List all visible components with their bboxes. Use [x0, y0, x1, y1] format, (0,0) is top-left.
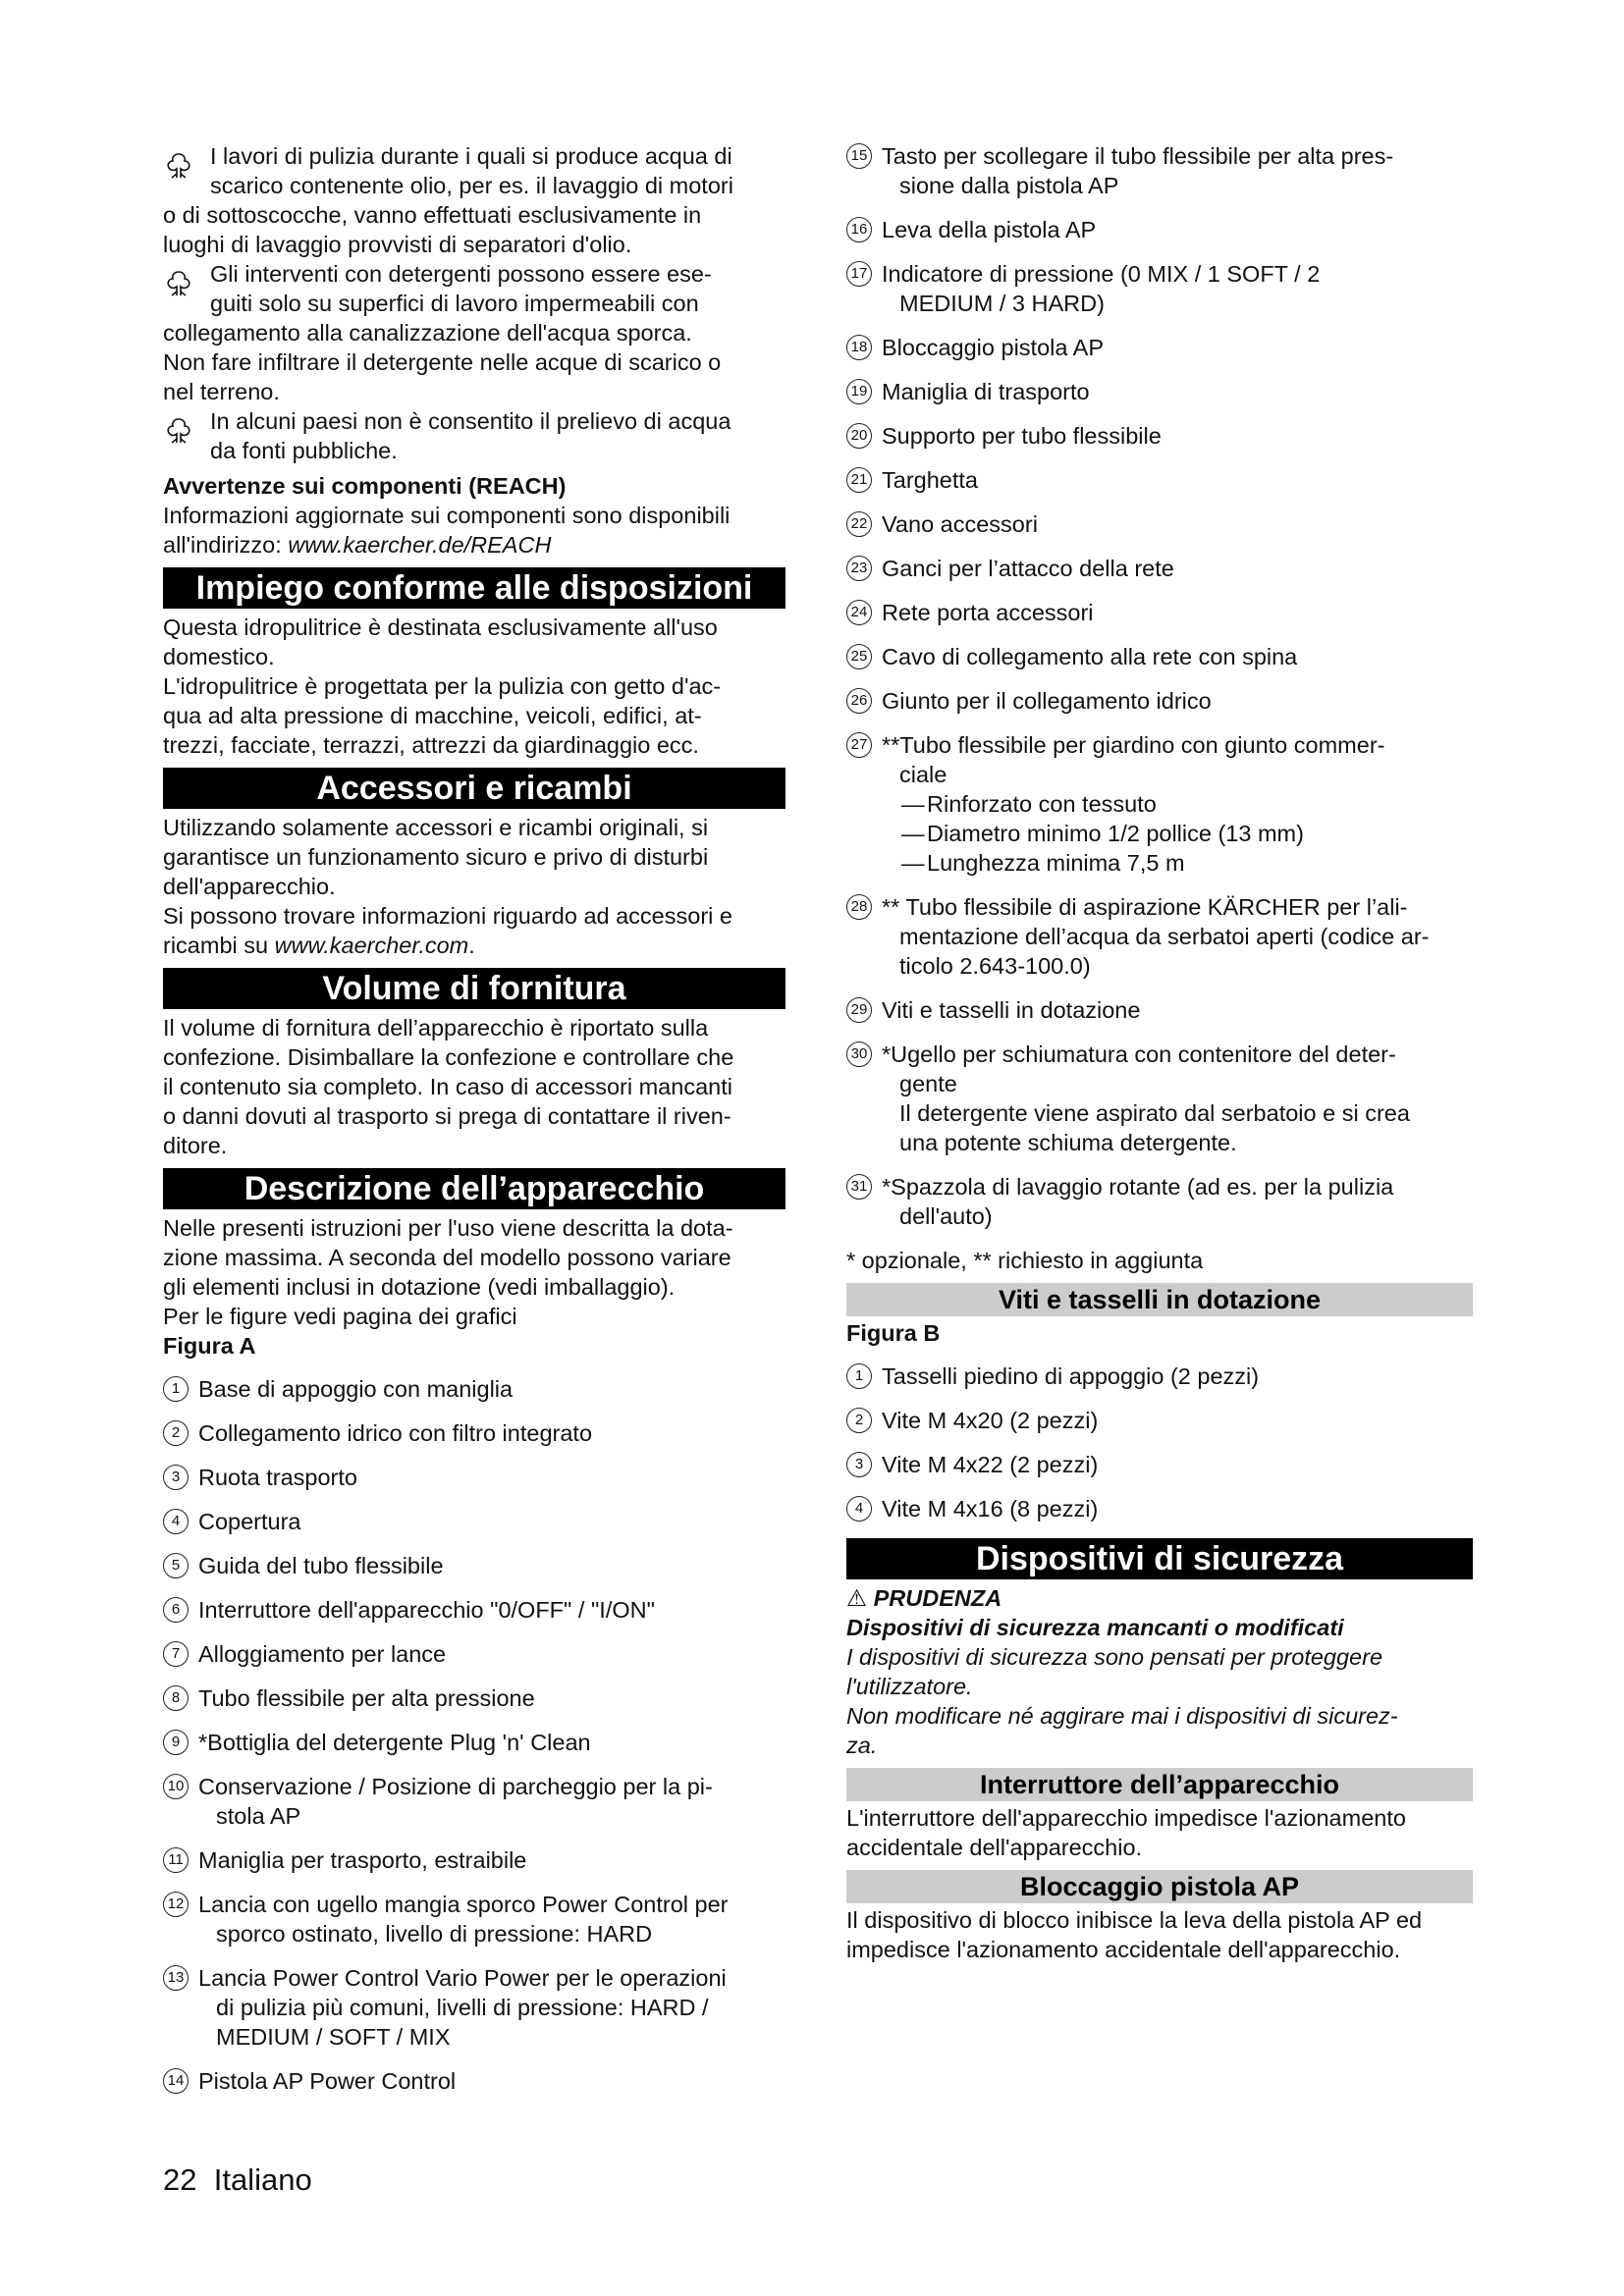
- item-text: mentazione dell’acqua da serbatoi aperti (codice ar-: [899, 924, 1430, 949]
- volume-line3: il contenuto sia completo. In caso di accessori mancanti: [163, 1074, 732, 1099]
- item-number-badge: 22: [846, 511, 872, 537]
- item-text: Targhetta: [882, 467, 978, 493]
- item-text: Lancia con ugello mangia sporco Power Control per: [198, 1892, 729, 1917]
- item-subpoint: — Lunghezza minima 7,5 m: [882, 848, 1473, 878]
- heading-interruttore: Interruttore dell’apparecchio: [846, 1768, 1473, 1801]
- heading-descrizione: Descrizione dell’apparecchio: [163, 1168, 785, 1209]
- item-text: ** Tubo flessibile di aspirazione KÄRCHER per l’ali-: [882, 894, 1408, 920]
- item-text: Bloccaggio pistola AP: [882, 335, 1105, 360]
- item-text: gente: [899, 1071, 957, 1096]
- environment-icon: [163, 151, 194, 183]
- list-item: [163, 1507, 785, 1536]
- impiego-line1: Questa idropulitrice è destinata esclusivamente all'uso: [163, 614, 718, 640]
- list-item: [846, 892, 1473, 981]
- warning-line3: Non modificare né aggirare mai i dispositivi di sicurez-: [846, 1703, 1398, 1729]
- accessori-prefix: ricambi su: [163, 933, 275, 958]
- item-text: Giunto per il collegamento idrico: [882, 688, 1212, 714]
- list-item: [846, 1362, 1473, 1391]
- item-number-badge: 2: [163, 1420, 189, 1446]
- item-text: Interruttore dell'apparecchio "0/OFF" / "I/ON": [198, 1597, 655, 1623]
- list-item: [846, 377, 1473, 406]
- environment-note-water: [163, 406, 785, 465]
- item-number-badge: 12: [163, 1892, 189, 1917]
- item-number-badge: 21: [846, 467, 872, 493]
- item-text: Vite M 4x22 (2 pezzi): [882, 1452, 1099, 1477]
- item-text: Maniglia di trasporto: [882, 379, 1090, 404]
- list-item: [846, 686, 1473, 716]
- figura-a-label: Figura A: [163, 1333, 256, 1359]
- descrizione-line4: Per le figure vedi pagina dei grafici: [163, 1304, 517, 1329]
- list-item: [846, 259, 1473, 318]
- descrizione-line1: Nelle presenti istruzioni per l'uso viene descritta la dota-: [163, 1215, 733, 1241]
- item-text: Collegamento idrico con filtro integrato: [198, 1420, 593, 1446]
- item-number-badge: 2: [846, 1408, 872, 1433]
- item-number-badge: 1: [846, 1363, 872, 1389]
- env2-line3: collegamento alla canalizzazione dell'acqua sporca.: [163, 320, 692, 346]
- list-item: [846, 421, 1473, 451]
- list-item: [846, 1406, 1473, 1435]
- env1-line2: scarico contenente olio, per es. il lavaggio di motori: [210, 173, 733, 198]
- descrizione-line2: zione massima. A seconda del modello possono variare: [163, 1245, 731, 1270]
- item-text: Il detergente viene aspirato dal serbatoio e si crea: [899, 1100, 1410, 1126]
- volume-line5: ditore.: [163, 1133, 228, 1158]
- accessori-line2: garantisce un funzionamento sicuro e privo di disturbi: [163, 844, 709, 870]
- reach-link[interactable]: www.kaercher.de/REACH: [288, 532, 552, 558]
- env1-line3: o di sottoscocche, vanno effettuati esclusivamente in: [163, 202, 702, 228]
- impiego-line3: L'idropulitrice è progettata per la pulizia con getto d'ac-: [163, 673, 722, 699]
- item-text: *Bottiglia del detergente Plug 'n' Clean: [198, 1730, 591, 1755]
- item-text: ticolo 2.643-100.0): [899, 953, 1091, 979]
- list-item: [163, 1963, 785, 2052]
- right-column: [846, 141, 1473, 1964]
- warning-icon: ⚠: [846, 1585, 868, 1611]
- list-item: [163, 1595, 785, 1625]
- item-text: *Spazzola di lavaggio rotante (ad es. per la pulizia: [882, 1174, 1394, 1200]
- reach-line1: Informazioni aggiornate sui componenti sono disponibili: [163, 503, 731, 528]
- item-number-badge: 26: [846, 688, 872, 714]
- accessori-line4: Si possono trovare informazioni riguardo ad accessori e: [163, 903, 732, 929]
- list-item: [163, 1845, 785, 1875]
- item-number-badge: 16: [846, 217, 872, 242]
- item-text: Cavo di collegamento alla rete con spina: [882, 644, 1298, 669]
- heading-accessori: Accessori e ricambi: [163, 768, 785, 809]
- item-text: Vite M 4x16 (8 pezzi): [882, 1496, 1099, 1522]
- component-list-b: [846, 1362, 1473, 1523]
- list-item: [846, 1450, 1473, 1479]
- item-subpoint: — Rinforzato con tessuto: [882, 789, 1473, 819]
- list-item: [846, 1040, 1473, 1157]
- list-item: [846, 642, 1473, 671]
- item-text: Guida del tubo flessibile: [198, 1553, 444, 1578]
- volume-line2: confezione. Disimballare la confezione e controllare che: [163, 1044, 734, 1070]
- environment-icon: [163, 416, 194, 448]
- heading-viti: Viti e tasselli in dotazione: [846, 1283, 1473, 1316]
- warning-title: Dispositivi di sicurezza mancanti o modificati: [846, 1615, 1344, 1640]
- item-text: Ganci per l’attacco della rete: [882, 556, 1174, 581]
- item-text: Maniglia per trasporto, estraibile: [198, 1847, 527, 1873]
- environment-note-oil: [163, 141, 785, 259]
- item-number-badge: 6: [163, 1597, 189, 1623]
- accessori-line1: Utilizzando solamente accessori e ricambi originali, si: [163, 815, 709, 840]
- list-item: [163, 1551, 785, 1580]
- item-number-badge: 7: [163, 1641, 189, 1667]
- list-item: [846, 333, 1473, 362]
- item-number-badge: 18: [846, 335, 872, 360]
- env1-line1: I lavori di pulizia durante i quali si produce acqua di: [210, 143, 732, 169]
- item-number-badge: 30: [846, 1041, 872, 1067]
- list-item: [846, 1494, 1473, 1523]
- item-text: Conservazione / Posizione di parcheggio per la pi-: [198, 1774, 713, 1799]
- warning-line4: za.: [846, 1733, 878, 1758]
- accessori-line5: [163, 931, 785, 960]
- item-text: Tasto per scollegare il tubo flessibile per alta pres-: [882, 143, 1394, 169]
- item-number-badge: 24: [846, 600, 872, 625]
- item-text: Pistola AP Power Control: [198, 2068, 457, 2094]
- impiego-line5: trezzi, facciate, terrazzi, attrezzi da giardinaggio ecc.: [163, 732, 699, 758]
- item-number-badge: 28: [846, 894, 872, 920]
- env2-line2: guiti solo su superfici di lavoro impermeabili con: [210, 291, 699, 316]
- heading-dispositivi: Dispositivi di sicurezza: [846, 1538, 1473, 1579]
- item-number-badge: 10: [163, 1774, 189, 1799]
- item-number-badge: 20: [846, 423, 872, 449]
- component-list-a: [163, 1374, 785, 2096]
- item-text: Copertura: [198, 1509, 301, 1534]
- list-item: [846, 730, 1473, 878]
- accessori-line3: dell'apparecchio.: [163, 874, 336, 899]
- list-item: [163, 1890, 785, 1949]
- item-number-badge: 9: [163, 1730, 189, 1755]
- item-text: Leva della pistola AP: [882, 217, 1097, 242]
- component-list-a-continued: [846, 141, 1473, 1231]
- list-item: [163, 1463, 785, 1492]
- accessori-suffix: .: [468, 933, 475, 958]
- item-number-badge: 27: [846, 732, 872, 758]
- item-number-badge: 5: [163, 1553, 189, 1578]
- optional-note: * opzionale, ** richiesto in aggiunta: [846, 1248, 1204, 1273]
- environment-note-detergent: [163, 259, 785, 406]
- item-number-badge: 14: [163, 2068, 189, 2094]
- environment-icon: [163, 269, 194, 300]
- reach-line2: [163, 530, 785, 560]
- item-number-badge: 25: [846, 644, 872, 669]
- item-text: *Ugello per schiumatura con contenitore del deter-: [882, 1041, 1396, 1067]
- item-text: stola AP: [216, 1803, 301, 1829]
- warning-text: PRUDENZA: [873, 1585, 1002, 1611]
- list-item: [846, 554, 1473, 583]
- item-text: Supporto per tubo flessibile: [882, 423, 1162, 449]
- item-number-badge: 29: [846, 997, 872, 1023]
- list-item: [846, 1172, 1473, 1231]
- item-number-badge: 11: [163, 1847, 189, 1873]
- list-item: [163, 1683, 785, 1713]
- list-item: [846, 465, 1473, 495]
- item-text: Lancia Power Control Vario Power per le operazioni: [198, 1965, 727, 1991]
- list-item: [163, 2066, 785, 2096]
- item-number-badge: 4: [846, 1496, 872, 1522]
- item-number-badge: 19: [846, 379, 872, 404]
- list-item: [163, 1639, 785, 1669]
- item-number-badge: 8: [163, 1685, 189, 1711]
- item-text: MEDIUM / 3 HARD): [899, 291, 1105, 316]
- warning-line2: l'utilizzatore.: [846, 1674, 973, 1699]
- item-text: Viti e tasselli in dotazione: [882, 997, 1141, 1023]
- item-text: MEDIUM / SOFT / MIX: [216, 2024, 451, 2050]
- item-number-badge: 13: [163, 1965, 189, 1991]
- left-column: [163, 141, 785, 2110]
- impiego-line2: domestico.: [163, 644, 275, 669]
- list-item: [846, 598, 1473, 627]
- bloccaggio-line1: Il dispositivo di blocco inibisce la leva della pistola AP ed: [846, 1907, 1423, 1933]
- item-number-badge: 23: [846, 556, 872, 581]
- item-text: Tasselli piedino di appoggio (2 pezzi): [882, 1363, 1260, 1389]
- item-text: Vite M 4x20 (2 pezzi): [882, 1408, 1099, 1433]
- item-text: dell'auto): [899, 1203, 993, 1229]
- list-item: [846, 995, 1473, 1025]
- list-item: [163, 1728, 785, 1757]
- env2-line4: Non fare infiltrare il detergente nelle acque di scarico o: [163, 349, 722, 375]
- list-item: [163, 1374, 785, 1404]
- env3-line1: In alcuni paesi non è consentito il prelievo di acqua: [210, 408, 731, 434]
- item-text: sporco ostinato, livello di pressione: HARD: [216, 1921, 653, 1947]
- env2-line5: nel terreno.: [163, 379, 280, 404]
- item-text: una potente schiuma detergente.: [899, 1130, 1237, 1155]
- item-text: **Tubo flessibile per giardino con giunto commer-: [882, 732, 1385, 758]
- item-text: Alloggiamento per lance: [198, 1641, 447, 1667]
- interruttore-line2: accidentale dell'apparecchio.: [846, 1835, 1143, 1860]
- figura-b-label: Figura B: [846, 1320, 941, 1346]
- item-text: Vano accessori: [882, 511, 1038, 537]
- footer-language: Italiano: [213, 2163, 312, 2197]
- page-number: 22: [163, 2163, 197, 2197]
- env1-line4: luoghi di lavaggio provvisti di separatori d'olio.: [163, 232, 632, 257]
- warning-line1: I dispositivi di sicurezza sono pensati per proteggere: [846, 1644, 1383, 1670]
- bloccaggio-line2: impedisce l'azionamento accidentale dell'apparecchio.: [846, 1937, 1401, 1962]
- list-item: [846, 215, 1473, 244]
- heading-bloccaggio: Bloccaggio pistola AP: [846, 1870, 1473, 1903]
- impiego-line4: qua ad alta pressione di macchine, veicoli, edifici, at-: [163, 703, 702, 728]
- item-text: Base di appoggio con maniglia: [198, 1376, 514, 1402]
- item-text: sione dalla pistola AP: [899, 173, 1119, 198]
- interruttore-line1: L'interruttore dell'apparecchio impedisce l'azionamento: [846, 1805, 1406, 1831]
- list-item: [163, 1772, 785, 1831]
- volume-line4: o danni dovuti al trasporto si prega di contattare il riven-: [163, 1103, 731, 1129]
- warning-label: [846, 1583, 1473, 1613]
- item-number-badge: 31: [846, 1174, 872, 1200]
- env2-line1: Gli interventi con detergenti possono essere ese-: [210, 261, 712, 287]
- volume-line1: Il volume di fornitura dell’apparecchio è riportato sulla: [163, 1015, 709, 1041]
- item-text: Ruota trasporto: [198, 1465, 357, 1490]
- item-text: di pulizia più comuni, livelli di pressione: HARD /: [216, 1995, 709, 2020]
- list-item: [846, 141, 1473, 200]
- item-number-badge: 3: [846, 1452, 872, 1477]
- descrizione-line3: gli elementi inclusi in dotazione (vedi imballaggio).: [163, 1274, 676, 1300]
- item-number-badge: 17: [846, 261, 872, 287]
- list-item: [846, 509, 1473, 539]
- item-number-badge: 3: [163, 1465, 189, 1490]
- item-text: Indicatore di pressione (0 MIX / 1 SOFT / 2: [882, 261, 1321, 287]
- item-number-badge: 15: [846, 143, 872, 169]
- heading-impiego: Impiego conforme alle disposizioni: [163, 567, 785, 609]
- item-text: Tubo flessibile per alta pressione: [198, 1685, 535, 1711]
- item-subpoint: — Diametro minimo 1/2 pollice (13 mm): [882, 819, 1473, 848]
- item-number-badge: 4: [163, 1509, 189, 1534]
- item-text: ciale: [899, 762, 947, 787]
- page-footer: [163, 2163, 312, 2198]
- reach-title: Avvertenze sui componenti (REACH): [163, 473, 567, 499]
- env3-line2: da fonti pubbliche.: [210, 438, 398, 463]
- heading-volume: Volume di fornitura: [163, 968, 785, 1009]
- accessori-link[interactable]: www.kaercher.com: [274, 933, 469, 958]
- item-text: Rete porta accessori: [882, 600, 1094, 625]
- list-item: [163, 1418, 785, 1448]
- item-number-badge: 1: [163, 1376, 189, 1402]
- reach-prefix: all'indirizzo:: [163, 532, 289, 558]
